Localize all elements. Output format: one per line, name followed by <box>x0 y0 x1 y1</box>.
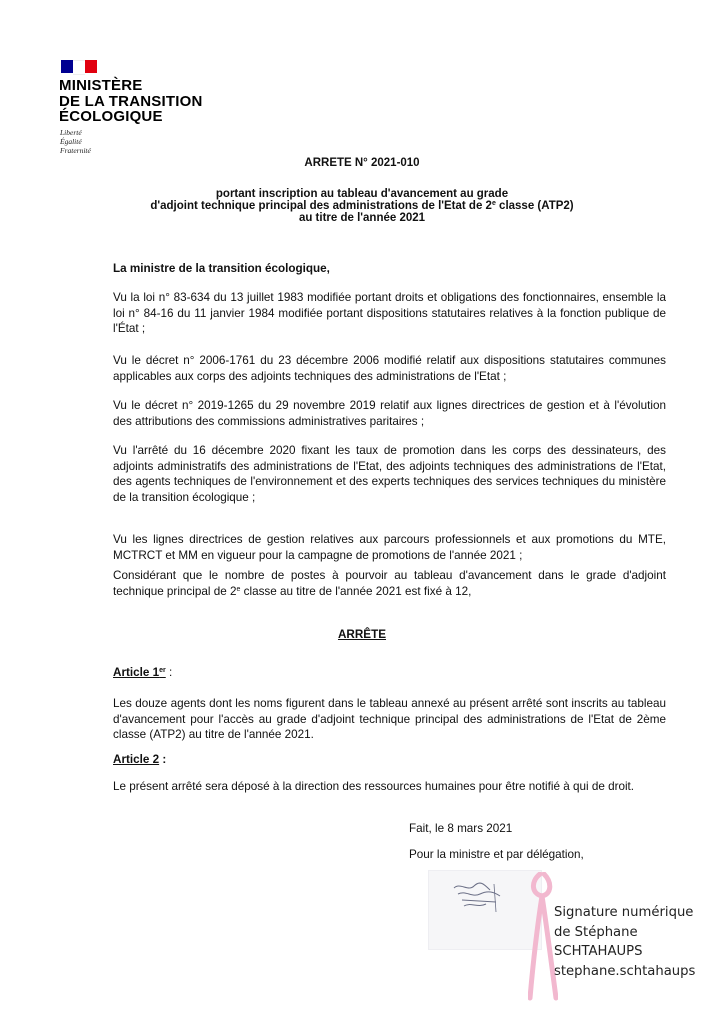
signature-line: Signature numérique <box>554 905 694 920</box>
considerant-paragraph <box>113 568 666 599</box>
decree-title-line: au titre de l'année 2021 <box>298 212 426 224</box>
signature-line: stephane.schtahaups <box>554 963 696 979</box>
article-superscript: er <box>159 667 166 674</box>
delegation-line: Pour la ministre et par délégation, <box>409 848 584 861</box>
article-2-label: Article 2 <box>113 753 160 766</box>
flag-red-stripe <box>85 60 97 73</box>
ministry-line: MINISTÈRE <box>59 77 143 94</box>
motto-line: Liberté <box>60 128 82 137</box>
digital-signature-text <box>554 903 695 981</box>
visa-paragraph: Vu le décret n° 2006-1761 du 23 décembre 2006 modifié relatif aux dispositions statutaires communes applicables aux corps des adjoints techniques des administrations de l'Etat ; <box>113 354 666 383</box>
flag-blue-stripe <box>61 60 73 73</box>
visa-paragraph: Vu la loi n° 83-634 du 13 juillet 1983 modifiée portant droits et obligations des fonctionnaires, ensemble la loi n° 84-16 du 11 janvier 1984 modifiée portant dispositions statutaires relatives à la fonction publique de l'État ; <box>113 291 666 336</box>
decree-number: ARRETE N° 2021-010 <box>304 157 420 169</box>
ministry-line: DE LA TRANSITION <box>59 92 203 110</box>
ministry-name <box>59 78 202 125</box>
article-colon: : <box>165 666 173 679</box>
visa-paragraph: Vu le décret n° 2019-1265 du 29 novembre 2019 relatif aux lignes directrices de gestion et à l'évolution des attributions des commissions administratives paritaires ; <box>113 399 666 428</box>
title-superscript: e <box>491 200 496 207</box>
visa-paragraph: Vu l'arrêté du 16 décembre 2020 fixant les taux de promotion dans les corps des dessinateurs, des adjoints administratifs des administrations de l'Etat, des adjoints techniques des administrations de l'Etat, des agents techniques de l'environnement et des experts techniques des services techniques du ministère de la transition écologique ; <box>113 444 666 504</box>
visa-paragraph: Vu les lignes directrices de gestion relatives aux parcours professionnels et aux promotions du MTE, MCTRCT et MM en vigueur pour la campagne de promotions de l'année 2021 ; <box>113 533 666 562</box>
decree-title-line <box>0 200 724 212</box>
article-1-heading <box>113 665 172 681</box>
signature-line: SCHTAHAUPS <box>554 944 643 959</box>
flag-white-stripe <box>73 60 85 75</box>
signature-line: de Stéphane <box>554 924 638 940</box>
considerant-superscript: e <box>236 585 241 593</box>
article-1-label <box>113 666 166 679</box>
arrete-heading: ARRÊTE <box>337 628 387 641</box>
considerant-text: classe au titre de l'année 2021 est fixé à 12, <box>240 584 472 598</box>
title-text: classe (ATP2) <box>495 200 574 212</box>
minister-heading: La ministre de la transition écologique, <box>113 262 330 275</box>
republic-motto <box>60 128 91 155</box>
title-text: d'adjoint technique principal des administrations de l'Etat de 2 <box>150 200 492 212</box>
ministry-line: ÉCOLOGIQUE <box>59 108 163 125</box>
motto-line: Égalité <box>60 137 82 146</box>
republique-flag-logo <box>61 60 97 73</box>
article-1-text: Les douze agents dont les noms figurent dans le tableau annexé au présent arrêté sont inscrits au tableau d'avancement pour l'accès au grade d'adjoint technique principal des administrations de l'Etat de 2ème classe (ATP2) au titre de l'année 2021. <box>113 697 666 742</box>
motto-line: Fraternité <box>60 146 91 155</box>
article-2-text: Le présent arrêté sera déposé à la direction des ressources humaines pour être notifié à qui de droit. <box>113 780 635 793</box>
article-colon: : <box>159 753 167 766</box>
article-label-text: Article 1 <box>113 666 160 679</box>
decree-title-line: portant inscription au tableau d'avancement au grade <box>215 188 509 200</box>
considerant-text: Considérant que le nombre de postes à pourvoir au tableau d'avancement dans le grade d'adjoint technique principal de 2 <box>113 569 666 598</box>
signature-date: Fait, le 8 mars 2021 <box>409 822 513 835</box>
article-2-heading <box>113 752 166 768</box>
handwritten-signature <box>450 878 510 914</box>
